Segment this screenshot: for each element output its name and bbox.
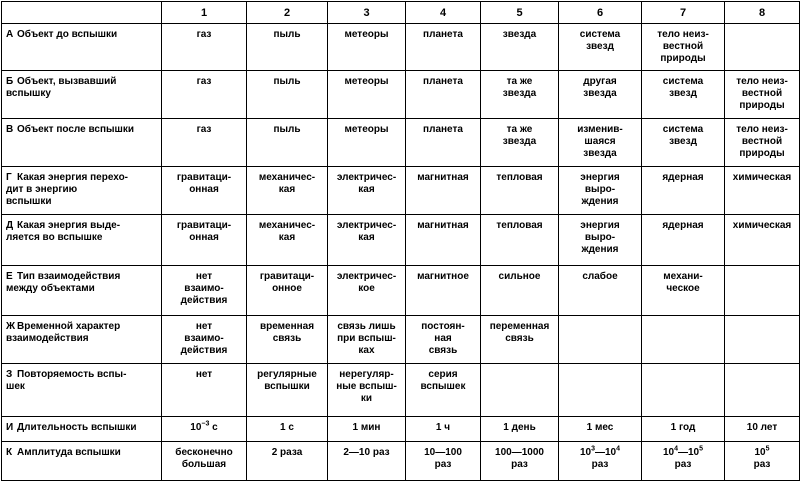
column-header-7: 7: [642, 2, 725, 24]
table-cell: изменив- шаяся звезда: [559, 119, 642, 167]
table-row: [2, 364, 800, 417]
table-cell: $10^3—10^4$ раз: [559, 442, 642, 481]
column-header-2: 2: [247, 2, 328, 24]
table-cell: та же звезда: [481, 119, 559, 167]
column-header-6: 6: [559, 2, 642, 24]
row-letter: Г: [6, 172, 12, 183]
table-row: [2, 442, 800, 481]
column-header-1: 1: [162, 2, 247, 24]
table-cell: планета: [406, 24, 481, 71]
row-letter: И: [6, 422, 14, 433]
row-letter: К: [6, 447, 13, 458]
table-row: [2, 119, 800, 167]
row-label-text: Какая энергия перехо- дит в энергию вспышки: [6, 172, 129, 207]
table-cell: газ: [162, 119, 247, 167]
row-label-text: Тип взаимодействия между объектами: [6, 271, 121, 294]
row-label-text: Повторяемость вспы- шек: [6, 369, 127, 392]
table-cell: связь лишь при вспыш- ках: [328, 316, 406, 364]
row-label: [2, 442, 162, 481]
table-cell: пыль: [247, 71, 328, 119]
table-cell: магнитная: [406, 167, 481, 215]
table-cell: тепловая: [481, 215, 559, 266]
table-cell: тело неиз- вестной природы: [642, 24, 725, 71]
header-row: [2, 2, 800, 24]
table-cell: 1 ч: [406, 417, 481, 442]
row-label: [2, 316, 162, 364]
table-cell: метеоры: [328, 71, 406, 119]
table-cell: планета: [406, 119, 481, 167]
table-cell: гравитаци- онная: [162, 215, 247, 266]
row-label: [2, 364, 162, 417]
row-label-text: Какая энергия выде- ляется во вспышке: [6, 220, 121, 243]
table-cell: нерегуляр- ные вспыш- ки: [328, 364, 406, 417]
table-cell: пыль: [247, 24, 328, 71]
row-label: [2, 119, 162, 167]
table-cell: метеоры: [328, 24, 406, 71]
table-row: [2, 24, 800, 71]
row-label: [2, 167, 162, 215]
table-cell: магнитная: [406, 215, 481, 266]
table-cell: звезда: [481, 24, 559, 71]
row-letter: Ж: [6, 321, 16, 332]
table-cell: регулярные вспышки: [247, 364, 328, 417]
row-label-text: Длительность вспышки: [17, 422, 137, 433]
table-cell: газ: [162, 71, 247, 119]
table-cell: электричес- кая: [328, 215, 406, 266]
table-cell: [559, 364, 642, 417]
column-header-8: 8: [725, 2, 800, 24]
table-cell: магнитное: [406, 266, 481, 316]
row-letter: Д: [6, 220, 14, 231]
table-row: [2, 266, 800, 316]
table-row: [2, 167, 800, 215]
table-row: [2, 215, 800, 266]
table-cell: механичес- кая: [247, 215, 328, 266]
table-cell: гравитаци- онное: [247, 266, 328, 316]
row-label-text: Временной характер взаимодействия: [6, 321, 121, 344]
table-cell: система звезд: [559, 24, 642, 71]
table-cell: [642, 364, 725, 417]
table-row: [2, 417, 800, 442]
table-cell: гравитаци- онная: [162, 167, 247, 215]
table-cell: тело неиз- вестной природы: [725, 119, 800, 167]
table-cell: [725, 364, 800, 417]
table-cell: механи- ческое: [642, 266, 725, 316]
table-cell: энергия выро- ждения: [559, 215, 642, 266]
table-cell: 2 раза: [247, 442, 328, 481]
table-cell: та же звезда: [481, 71, 559, 119]
column-header-4: 4: [406, 2, 481, 24]
row-letter: А: [6, 29, 14, 40]
table-body: [2, 24, 800, 481]
table-cell: энергия выро- ждения: [559, 167, 642, 215]
table-cell: сильное: [481, 266, 559, 316]
table-cell: метеоры: [328, 119, 406, 167]
table-cell: механичес- кая: [247, 167, 328, 215]
table-cell: химическая: [725, 215, 800, 266]
table-cell: нет взаимо- действия: [162, 266, 247, 316]
header-corner: [2, 2, 162, 24]
row-label-text: Объект после вспышки: [17, 124, 135, 135]
row-label-text: Объект, вызвавший вспышку: [6, 76, 117, 99]
row-label-text: Объект до вспышки: [17, 29, 118, 40]
row-letter: Е: [6, 271, 13, 282]
row-label: [2, 266, 162, 316]
row-label-text: Амплитуда вспышки: [17, 447, 121, 458]
table-cell: планета: [406, 71, 481, 119]
table-cell: электричес- кая: [328, 167, 406, 215]
table-cell: постоян- ная связь: [406, 316, 481, 364]
table-cell: химическая: [725, 167, 800, 215]
table-cell: нет взаимо- действия: [162, 316, 247, 364]
table-row: [2, 71, 800, 119]
row-label: [2, 417, 162, 442]
table-cell: пыль: [247, 119, 328, 167]
table-cell: система звезд: [642, 119, 725, 167]
table-cell: слабое: [559, 266, 642, 316]
table-cell: другая звезда: [559, 71, 642, 119]
table-cell: [725, 266, 800, 316]
row-label: [2, 215, 162, 266]
table-cell: 1 с: [247, 417, 328, 442]
table-cell: 1 мин: [328, 417, 406, 442]
table-cell: [725, 316, 800, 364]
table-cell: 1 день: [481, 417, 559, 442]
table-cell: бесконечно большая: [162, 442, 247, 481]
morphological-table: [1, 1, 800, 481]
column-header-3: 3: [328, 2, 406, 24]
table-cell: [642, 316, 725, 364]
table-cell: $10^4—10^5$ раз: [642, 442, 725, 481]
table-cell: [559, 316, 642, 364]
row-label: [2, 24, 162, 71]
table-cell: ядерная: [642, 167, 725, 215]
table-cell: серия вспышек: [406, 364, 481, 417]
table-cell: тело неиз- вестной природы: [725, 71, 800, 119]
table-cell: 100—1000 раз: [481, 442, 559, 481]
row-letter: Б: [6, 76, 14, 87]
table-cell: система звезд: [642, 71, 725, 119]
row-letter: З: [6, 369, 13, 380]
table-cell: 2—10 раз: [328, 442, 406, 481]
table-cell: [481, 364, 559, 417]
column-header-5: 5: [481, 2, 559, 24]
table-cell: переменная связь: [481, 316, 559, 364]
table-cell: $10^{-3}$ с: [162, 417, 247, 442]
table-row: [2, 316, 800, 364]
table-cell: тепловая: [481, 167, 559, 215]
row-letter: В: [6, 124, 14, 135]
table-cell: 10—100 раз: [406, 442, 481, 481]
table-cell: ядерная: [642, 215, 725, 266]
table-cell: нет: [162, 364, 247, 417]
row-label: [2, 71, 162, 119]
table-cell: $10^5$ раз: [725, 442, 800, 481]
table-cell: 10 лет: [725, 417, 800, 442]
table-cell: временная связь: [247, 316, 328, 364]
table-cell: 1 год: [642, 417, 725, 442]
table-cell: газ: [162, 24, 247, 71]
table-cell: [725, 24, 800, 71]
table-cell: электричес- кое: [328, 266, 406, 316]
table-cell: 1 мес: [559, 417, 642, 442]
